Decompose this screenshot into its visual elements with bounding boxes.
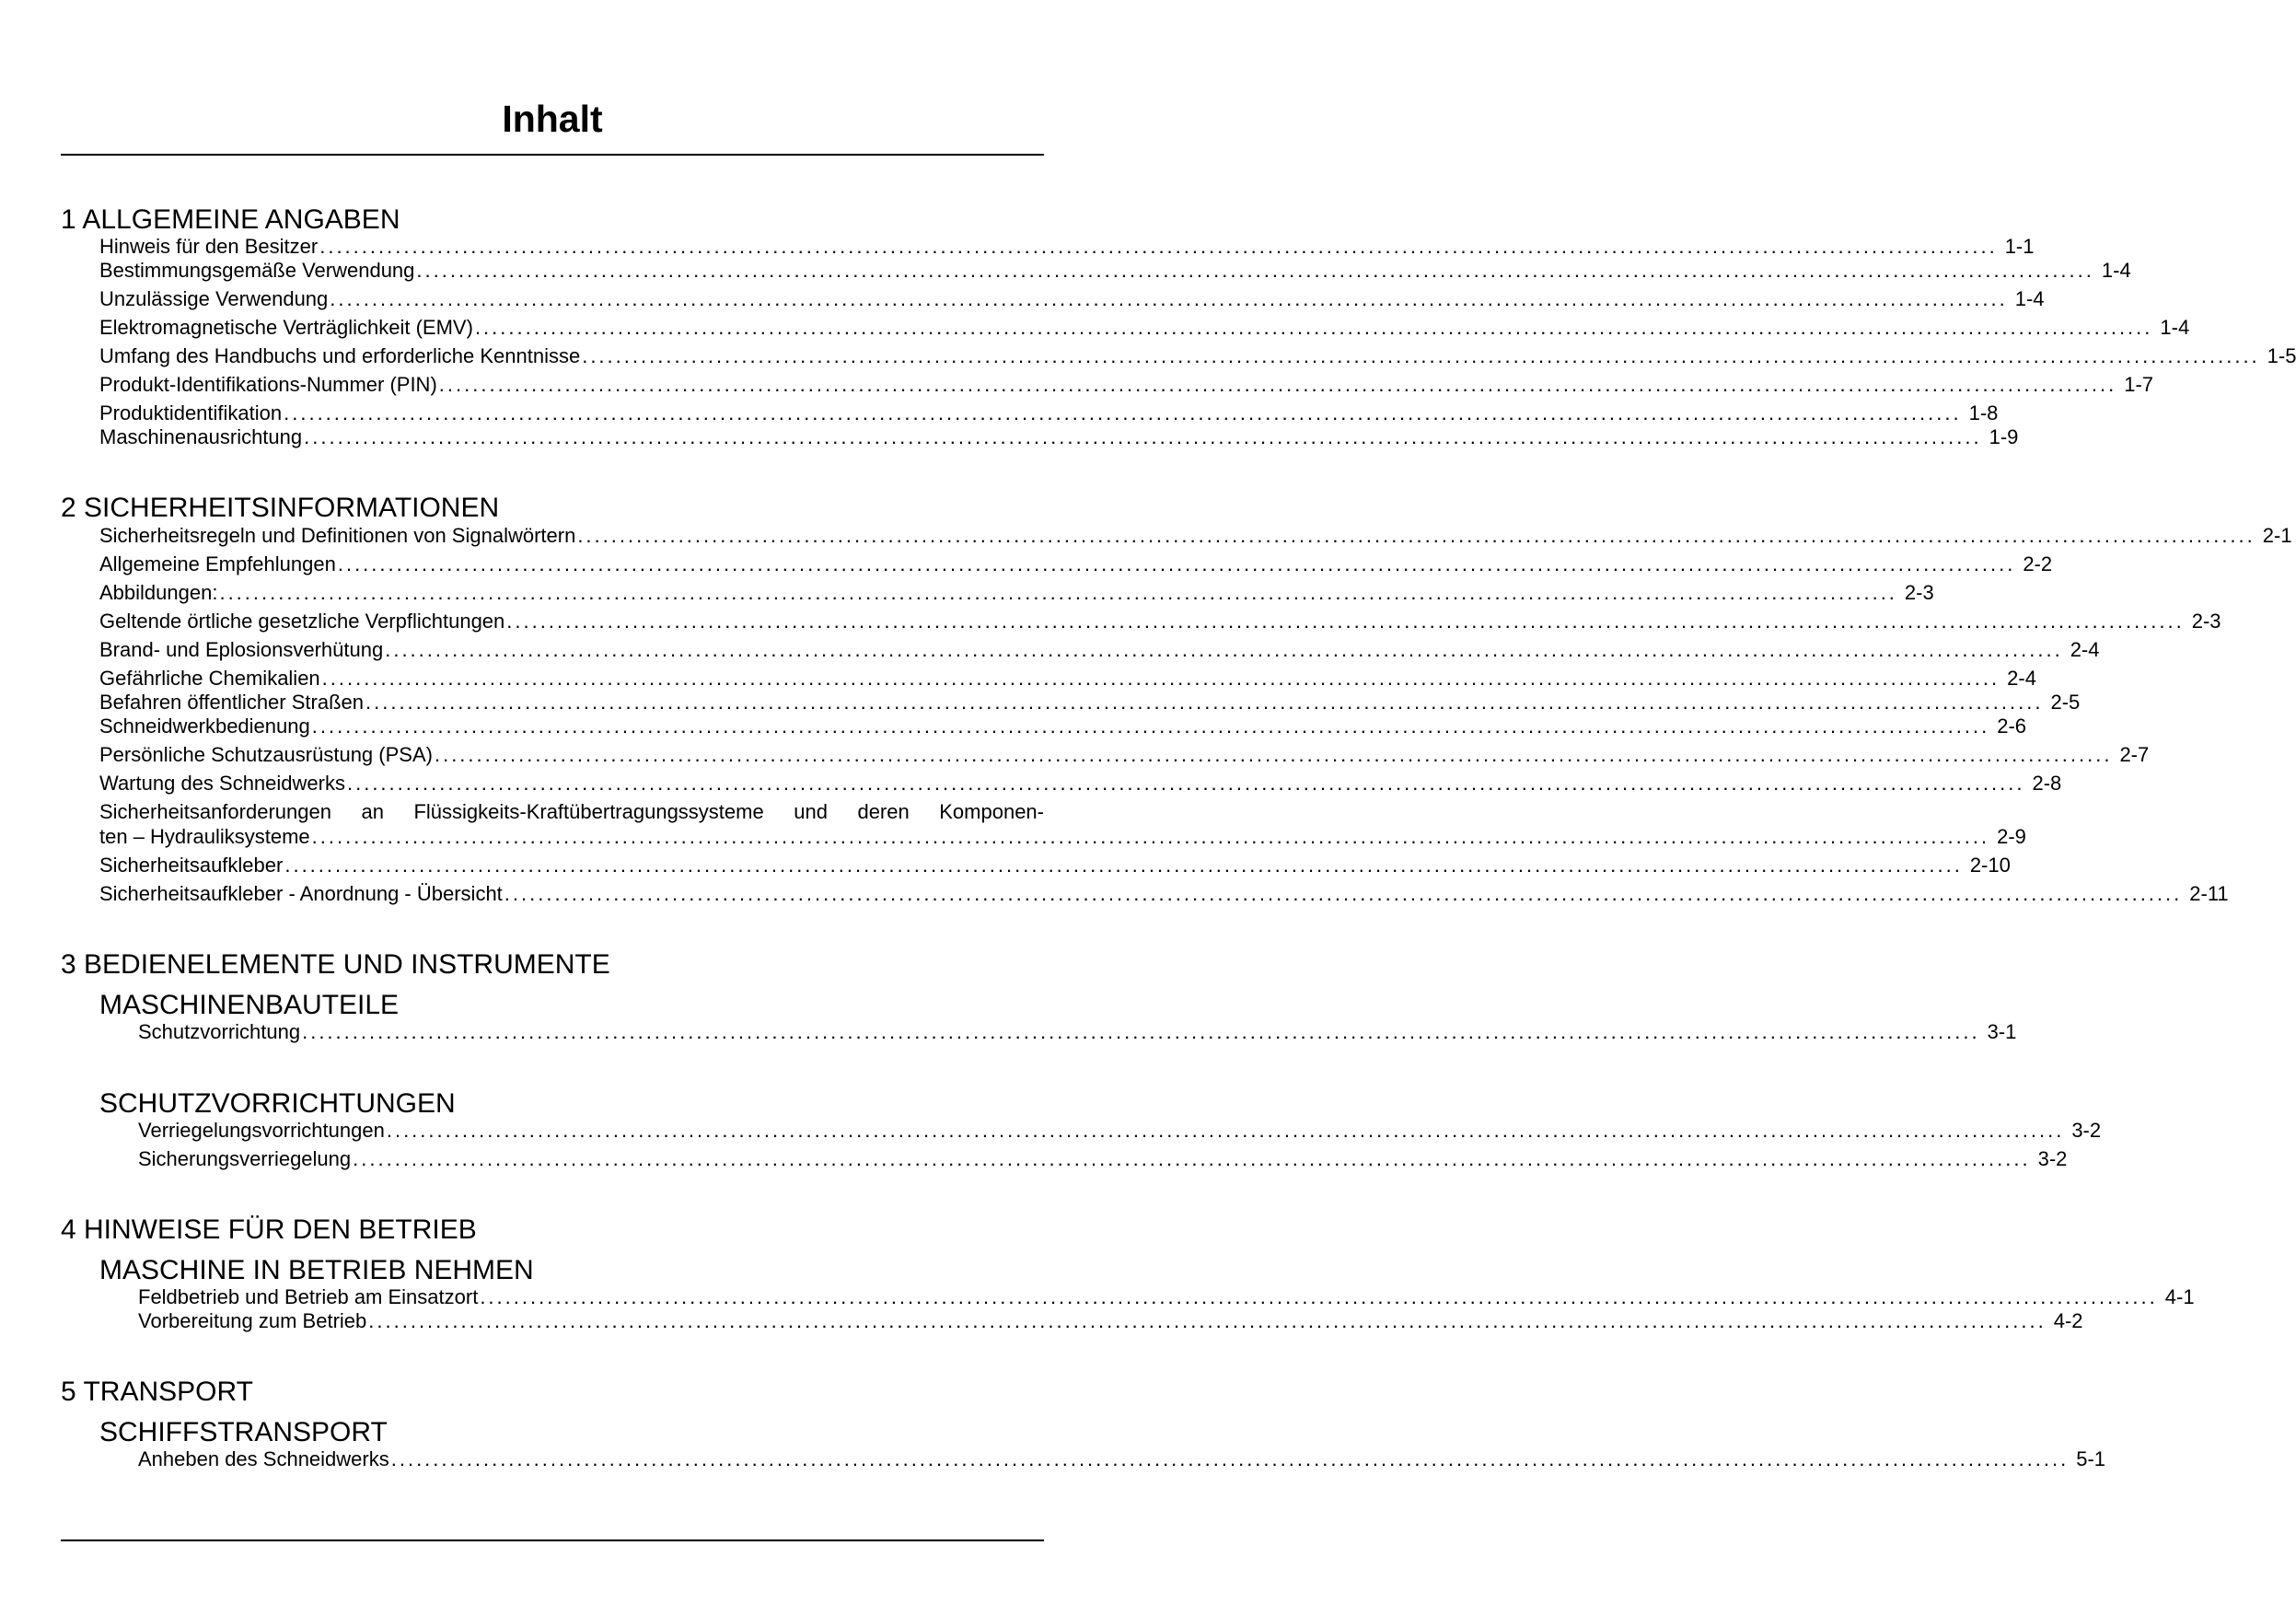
dot-leader: ........................................................................................................................................................................................................ [330,287,2008,310]
toc-entry[interactable]: Schutzvorrichtung ........................................................................................................................................................................................................ 3-1 [138,1020,2017,1043]
dot-leader: ........................................................................................................................................................................................................ [284,401,1962,424]
section-heading-5: 5 TRANSPORT [61,1377,253,1407]
toc-entry[interactable]: Maschinenausrichtung ........................................................................................................................................................................................................ 1-9 [99,425,2019,448]
subsection-heading: MASCHINENBAUTEILE [99,990,400,1020]
toc-entry[interactable]: Vorbereitung zum Betrieb ........................................................................................................................................................................................................ 4-2 [138,1309,2083,1332]
toc-entry[interactable]: Wartung des Schneidwerks ........................................................................................................................................................................................................ 2-8 [99,772,2062,795]
dot-leader: ........................................................................................................................................................................................................ [284,854,1963,877]
section-heading-2: 2 SICHERHEITSINFORMATIONEN [61,493,500,523]
toc-entry[interactable]: Hinweis für den Besitzer ........................................................................................................................................................................................................ 1-1 [99,235,2035,258]
subsection-heading: SCHIFFSTRANSPORT [99,1417,388,1447]
dot-leader: ........................................................................................................................................................................................................ [368,1309,2047,1332]
dot-leader: ........................................................................................................................................................................................................ [504,882,2183,905]
dot-leader: ........................................................................................................................................................................................................ [304,425,1982,448]
page-title: Inhalt [502,98,603,140]
toc-entry[interactable]: Bestimmungsgemäße Verwendung ........................................................................................................................................................................................................ 1-4 [99,259,2131,282]
toc-entry[interactable]: Persönliche Schutzausrüstung (PSA) ........................................................................................................................................................................................................ 2-7 [99,743,2150,766]
dot-leader: ........................................................................................................................................................................................................ [365,691,2044,714]
section-heading-3: 3 BEDIENELEMENTE UND INSTRUMENTE [61,949,610,980]
toc-entry-line1[interactable]: Sicherheitsanforderungen an Flüssigkeits-Kraftübertragungssysteme und deren Komponen- [99,800,1044,823]
subsection-heading: SCHUTZVORRICHTUNGEN [99,1088,456,1119]
toc-entry[interactable]: Unzulässige Verwendung ........................................................................................................................................................................................................ 1-4 [99,287,2045,310]
toc-entry[interactable]: ten – Hydrauliksysteme ........................................................................................................................................................................................................ 2-9 [99,825,2026,848]
dot-leader: ........................................................................................................................................................................................................ [438,373,2117,396]
dot-leader: ........................................................................................................................................................................................................ [416,259,2094,282]
toc-entry[interactable]: Produkt-Identifikations-Nummer (PIN) ........................................................................................................................................................................................................ 1-7 [99,373,2154,396]
toc-entry[interactable]: Umfang des Handbuchs und erforderliche Kenntnisse ........................................................................................................................................................................................................ 1-5 [99,344,2296,367]
toc-entry[interactable]: Geltende örtliche gesetzliche Verpflichtungen ........................................................................................................................................................................................................ 2-3 [99,610,2221,633]
dot-leader: ........................................................................................................................................................................................................ [337,552,2016,575]
toc-entry[interactable]: Elektromagnetische Verträglichkeit (EMV) ........................................................................................................................................................................................................ 1-4 [99,316,2190,339]
toc-entry[interactable]: Brand- und Eplosionsverhütung ........................................................................................................................................................................................................ 2-4 [99,638,2100,661]
section-heading-4: 4 HINWEISE FÜR DEN BETRIEB [61,1214,477,1245]
toc-entry[interactable]: Sicherheitsaufkleber - Anordnung - Übersicht ........................................................................................................................................................................................................ 2-11 [99,882,2229,905]
dot-leader: ........................................................................................................................................................................................................ [311,825,1990,848]
dot-leader: ........................................................................................................................................................................................................ [506,610,2185,633]
dot-leader: ........................................................................................................................................................................................................ [390,1447,2070,1470]
dot-leader: ........................................................................................................................................................................................................ [353,1147,2031,1170]
header-rule [61,154,1044,156]
toc-entry[interactable]: Anheben des Schneidwerks ........................................................................................................................................................................................................ 5-1 [138,1447,2105,1470]
toc-entry[interactable]: Gefährliche Chemikalien ........................................................................................................................................................................................................ 2-4 [99,667,2036,690]
dot-leader: ........................................................................................................................................................................................................ [302,1020,1980,1043]
toc-entry[interactable]: Sicherheitsaufkleber ........................................................................................................................................................................................................ 2-10 [99,854,2011,877]
toc-entry[interactable]: Feldbetrieb und Betrieb am Einsatzort ........................................................................................................................................................................................................ 4-1 [138,1285,2195,1308]
toc-entry[interactable]: Sicherungsverriegelung ........................................................................................................................................................................................................ 3-2 [138,1147,2068,1170]
toc-entry[interactable]: Produktidentifikation ........................................................................................................................................................................................................ 1-8 [99,401,1999,424]
footer-rule [61,1539,1044,1541]
dot-leader: ........................................................................................................................................................................................................ [219,581,1897,604]
dot-leader: ........................................................................................................................................................................................................ [434,743,2113,766]
subsection-heading: MASCHINE IN BETRIEB NEHMEN [99,1255,534,1285]
dot-leader: ........................................................................................................................................................................................................ [577,524,2255,547]
dot-leader: ........................................................................................................................................................................................................ [321,667,2000,690]
dot-leader: ........................................................................................................................................................................................................ [311,715,1990,738]
toc-entry[interactable]: Befahren öffentlicher Straßen ........................................................................................................................................................................................................ 2-5 [99,691,2081,714]
toc-entry[interactable]: Allgemeine Empfehlungen ........................................................................................................................................................................................................ 2-2 [99,552,2053,575]
toc-entry[interactable]: Abbildungen: ........................................................................................................................................................................................................ 2-3 [99,581,1934,604]
toc-entry[interactable]: Sicherheitsregeln und Definitionen von Signalwörtern ........................................................................................................................................................................................................ 2-1 [99,524,2292,547]
toc-entry[interactable]: Verriegelungsvorrichtungen ........................................................................................................................................................................................................ 3-2 [138,1119,2102,1142]
dot-leader: ........................................................................................................................................................................................................ [319,235,1998,258]
section-heading-1: 1 ALLGEMEINE ANGABEN [61,204,400,235]
dot-leader: ........................................................................................................................................................................................................ [385,638,2063,661]
dot-leader: ........................................................................................................................................................................................................ [474,316,2153,339]
dot-leader: ........................................................................................................................................................................................................ [386,1119,2065,1142]
dot-leader: ........................................................................................................................................................................................................ [480,1285,2158,1308]
dot-leader: ........................................................................................................................................................................................................ [346,772,2025,795]
dot-leader: ........................................................................................................................................................................................................ [582,344,2260,367]
toc-entry[interactable]: Schneidwerkbedienung ........................................................................................................................................................................................................ 2-6 [99,715,2026,738]
